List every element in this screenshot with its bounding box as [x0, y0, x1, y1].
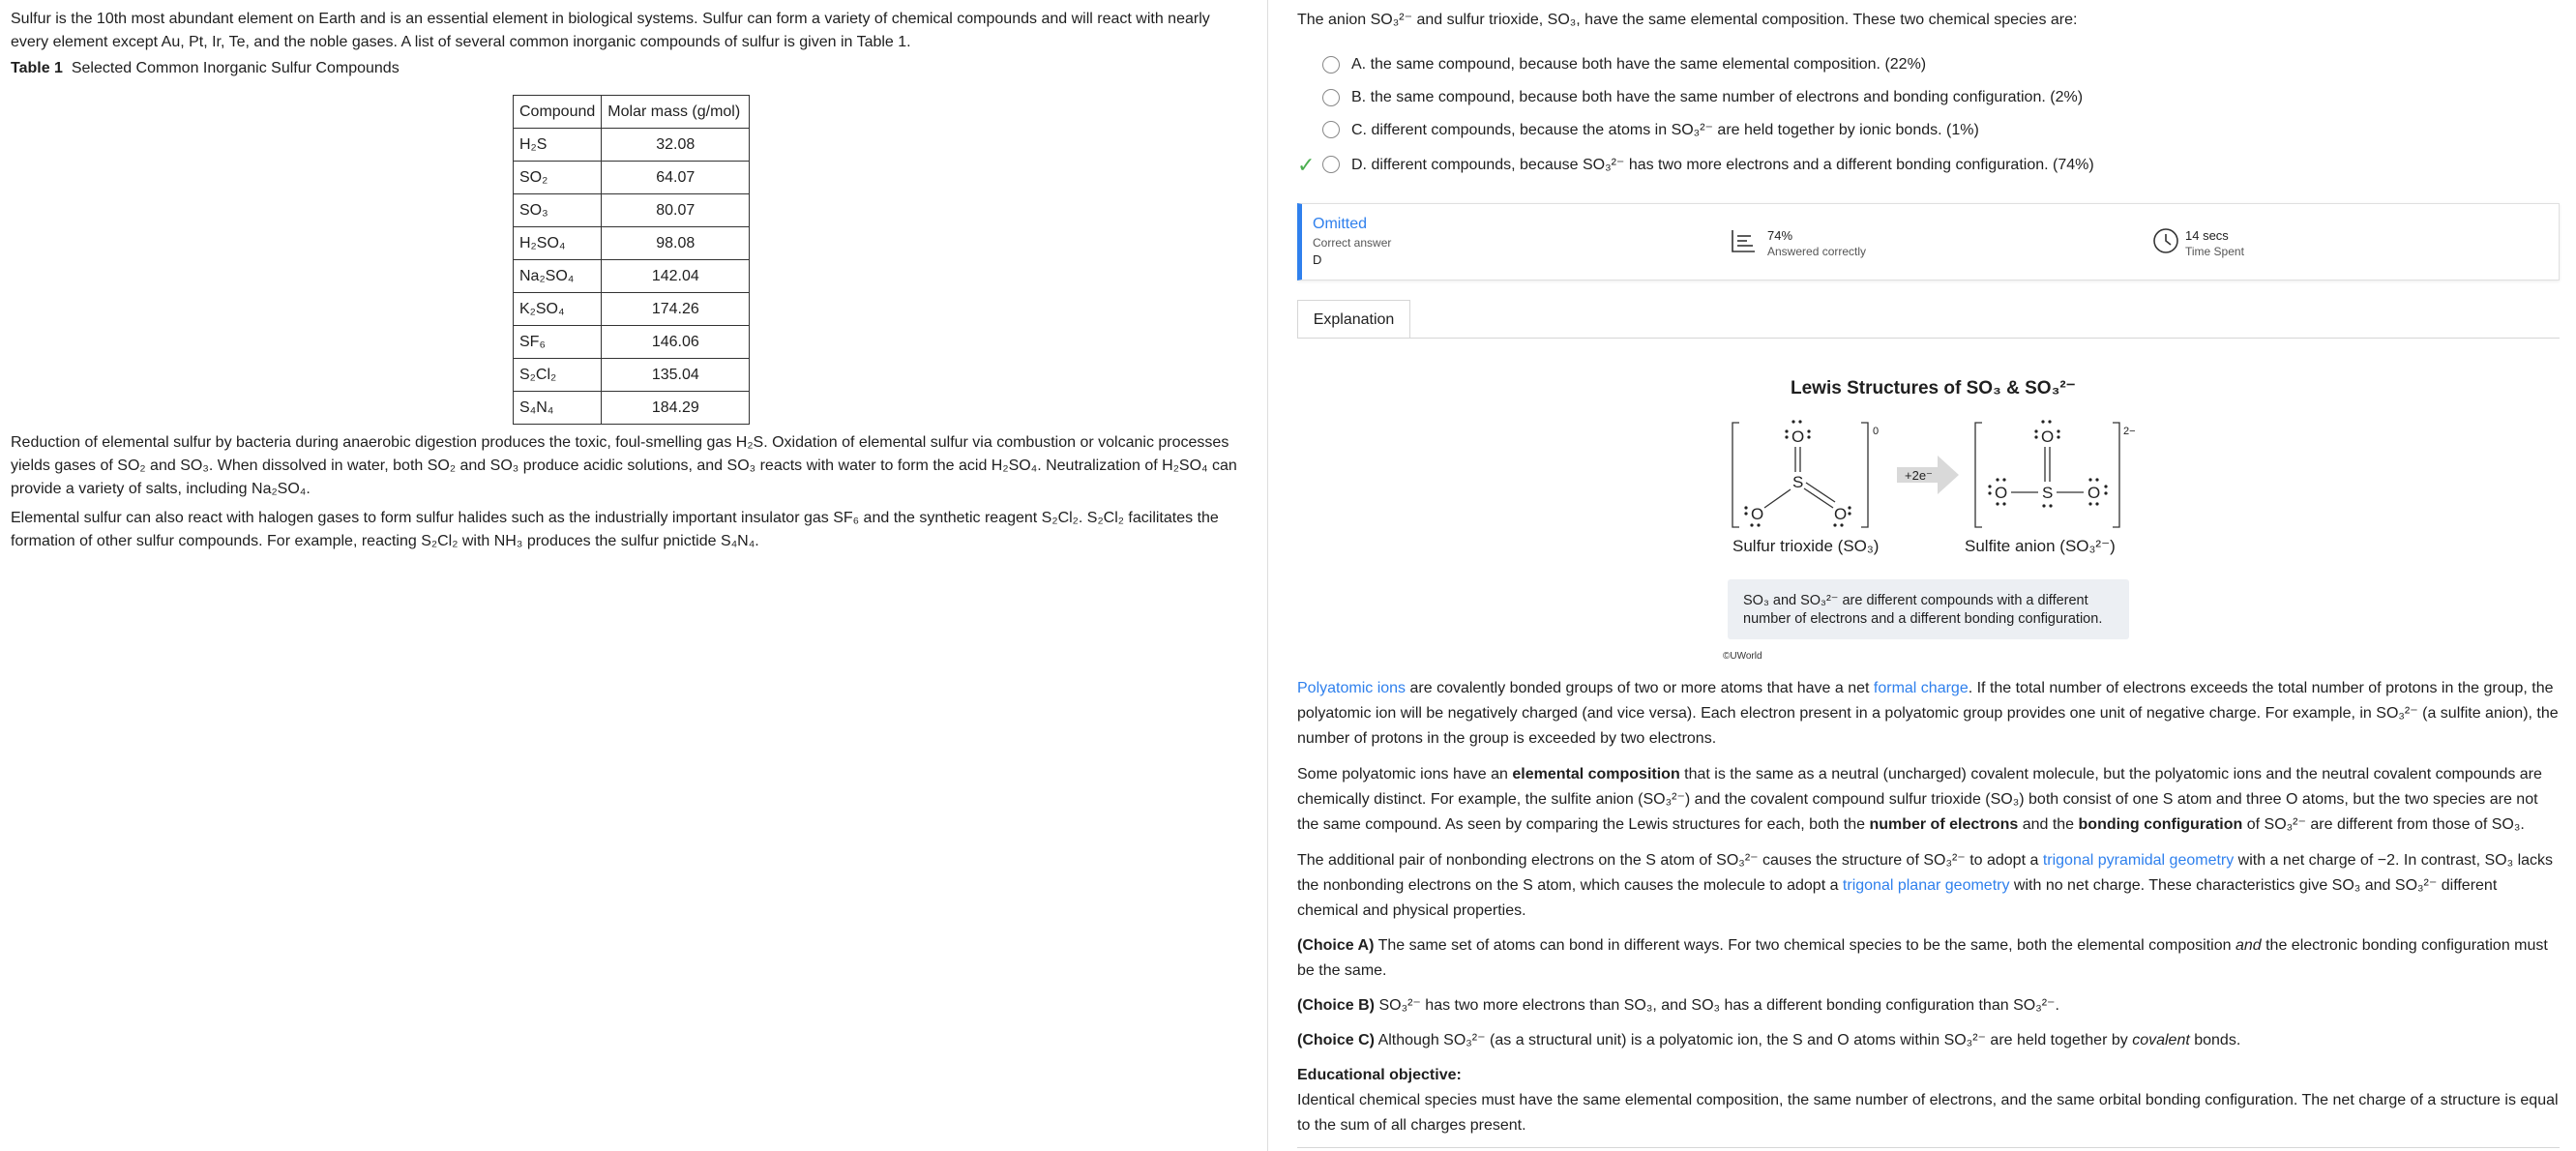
explanation-choice-c [1297, 1028, 2560, 1053]
educational-objective [1297, 1063, 2560, 1138]
objective-label: Educational objective: [1297, 1067, 1462, 1083]
choice-a-label: (Choice A) [1297, 937, 1375, 954]
table-header-mass: Molar mass (g/mol) [602, 96, 750, 129]
compounds-table [513, 95, 750, 425]
mass-cell: 64.07 [602, 162, 750, 194]
p2-bold-1: elemental composition [1512, 766, 1680, 782]
so3-2-top-o: O [2041, 428, 2055, 446]
time-spent-label: Time Spent [2185, 245, 2244, 258]
link-trigonal-pyramidal[interactable]: trigonal pyramidal geometry [2042, 852, 2235, 869]
table-row [514, 293, 750, 326]
uworld-credit: ©UWorld [1723, 651, 1762, 662]
mass-cell: 174.26 [602, 293, 750, 326]
so3-right-o: O [1834, 505, 1848, 523]
table-row [514, 392, 750, 425]
radio-b[interactable] [1322, 89, 1340, 106]
choice-c-emphasis: covalent [2132, 1032, 2190, 1048]
compound-cell: SO₃ [514, 194, 602, 227]
mass-cell: 184.29 [602, 392, 750, 425]
choice-b-label: (Choice B) [1297, 997, 1375, 1014]
choice-a-emphasis: and [2235, 937, 2262, 954]
p3-text-c: with no net charge. These characteristics give SO₃ and SO₃²⁻ different chemical and physical properties. [1297, 877, 2498, 919]
compound-cell: SF₆ [514, 326, 602, 359]
choice-c-text: C. different compounds, because the atoms in SO₃²⁻ are held together by ionic bonds. (1%) [1351, 122, 1979, 138]
link-polyatomic-ions[interactable]: Polyatomic ions [1297, 680, 1406, 696]
figure-title: Lewis Structures of SO₃ & SO₃²⁻ [1791, 378, 2076, 398]
table-caption [11, 60, 400, 77]
so3-2-left-o: O [1995, 484, 2008, 502]
choice-c-expl-a: Although SO₃²⁻ (as a structural unit) is a polyatomic ion, the S and O atoms within SO₃²⁻ are held together by [1375, 1032, 2133, 1048]
explanation-paragraph-3 [1297, 848, 2560, 924]
bottom-divider [1297, 1147, 2560, 1148]
table-row [514, 162, 750, 194]
table-header-row [514, 96, 750, 129]
table-row [514, 326, 750, 359]
compound-cell: H₂S [514, 129, 602, 162]
figure-note: SO₃ and SO₃²⁻ are different compounds with a different number of electrons and a different bonding configuration. [1728, 579, 2129, 639]
p2-text-b: that is the same as a neutral (uncharged) covalent molecule, but the polyatomic ions and the neutral covalent compounds are chemically distinct. For example, the sulfite anion (SO₃²⁻) and the covalent compound sulfur trioxide (SO₃) both consist of one S atom and three O atoms, but the two species are not the same compound. As seen by comparing the Lewis structures for each, both the [1297, 766, 2542, 833]
caption-sulfite-anion: Sulfite anion (SO₃²⁻) [1965, 537, 2116, 555]
choice-b[interactable] [1322, 85, 2083, 110]
question-stem: The anion SO₃²⁻ and sulfur trioxide, SO₃, have the same elemental composition. These two chemical species are: [1297, 12, 2078, 28]
choice-d-text: D. different compounds, because SO₃²⁻ has two more electrons and a different bonding configuration. (74%) [1351, 157, 2094, 173]
so3-2-s: S [2042, 484, 2054, 502]
so3-top-o: O [1791, 428, 1805, 446]
mass-cell: 98.08 [602, 227, 750, 260]
clock-icon [2152, 227, 2179, 259]
correct-answer-label: Correct answer [1313, 236, 1392, 250]
charge-right: 2− [2123, 426, 2136, 437]
p1-text-b: . If the total number of electrons exceeds the total number of protons in the group, the polyatomic ion will be negatively charged (and vice versa). Each electron present in a polyatomic group provides one unit of negative charge. For example, in SO₃²⁻ (a sulfite anion), the number of protons in the group is exceeded by two electrons. [1297, 680, 2559, 747]
table-row [514, 359, 750, 392]
p2-bold-3: bonding configuration [2078, 816, 2243, 833]
correct-check-icon: ✓ [1297, 153, 1316, 177]
objective-text: Identical chemical species must have the same elemental composition, the same number of electrons, and the same orbital bonding configuration. The net charge of a structure is equal to the sum of all charges present. [1297, 1092, 2559, 1134]
compound-cell: Na₂SO₄ [514, 260, 602, 293]
explanation-choice-b [1297, 993, 2560, 1018]
mass-cell: 146.06 [602, 326, 750, 359]
radio-a[interactable] [1322, 56, 1340, 74]
question-panel [1297, 0, 2560, 1151]
table-row [514, 194, 750, 227]
compound-cell: S₂Cl₂ [514, 359, 602, 392]
p3-text-a: The additional pair of nonbonding electrons on the S atom of SO₃²⁻ causes the structure of SO₃²⁻ to adopt a [1297, 852, 2043, 869]
explanation-paragraph-2 [1297, 762, 2560, 838]
status-omitted: Omitted [1313, 216, 1368, 232]
choice-d[interactable] [1322, 152, 2094, 177]
tab-underline [1297, 338, 2560, 339]
so3-2-right-o: O [2087, 484, 2101, 502]
table-row [514, 260, 750, 293]
panel-divider [1267, 0, 1268, 1151]
so3-left-o: O [1751, 505, 1764, 523]
table-header-compound: Compound [514, 96, 602, 129]
choice-a-text: A. the same compound, because both have the same elemental composition. (22%) [1351, 56, 1927, 73]
compound-cell: SO₂ [514, 162, 602, 194]
mass-cell: 32.08 [602, 129, 750, 162]
arrow-label: +2e⁻ [1905, 468, 1933, 483]
choice-b-expl: SO₃²⁻ has two more electrons than SO₃, and SO₃ has a different bonding configuration than SO₃²⁻. [1375, 997, 2059, 1014]
choice-a-expl-b: the electronic bonding configuration must be the same. [1297, 937, 2548, 979]
tab-explanation[interactable]: Explanation [1297, 300, 1410, 339]
p2-text-d: of SO₃²⁻ are different from those of SO₃. [2242, 816, 2525, 833]
radio-c[interactable] [1322, 121, 1340, 138]
so3-s: S [1792, 473, 1804, 491]
p1-text-a: are covalently bonded groups of two or more atoms that have a net [1406, 680, 1874, 696]
compound-cell: H₂SO₄ [514, 227, 602, 260]
answer-stats-bar [1297, 203, 2560, 280]
explanation-paragraph-1 [1297, 676, 2560, 752]
time-spent-value: 14 secs [2185, 228, 2229, 243]
radio-d[interactable] [1322, 156, 1340, 173]
link-trigonal-planar[interactable]: trigonal planar geometry [1842, 877, 2010, 894]
caption-sulfur-trioxide: Sulfur trioxide (SO₃) [1732, 537, 1880, 555]
percent-correct-value: 74% [1767, 228, 1793, 243]
lewis-structures-diagram [1723, 411, 2187, 537]
table-caption-text: Selected Common Inorganic Sulfur Compounds [71, 60, 400, 76]
choice-c-label: (Choice C) [1297, 1032, 1375, 1048]
p3-text-b: with a net charge of −2. In contrast, SO₃ lacks the nonbonding electrons on the S atom, which causes the molecule to adopt a [1297, 852, 2554, 894]
explanation-choice-a [1297, 933, 2560, 984]
passage-paragraph-3: Elemental sulfur can also react with halogen gases to form sulfur halides such as the industrially important insulator gas SF₆ and the synthetic reagent S₂Cl₂. S₂Cl₂ facilitates the formation of other sulfur compounds. For example, reacting S₂Cl₂ with NH₃ produces the sulfur pnictide S₄N₄. [11, 510, 1219, 549]
choice-a[interactable] [1322, 52, 1926, 77]
choice-a-expl-a: The same set of atoms can bond in different ways. For two chemical species to be the same, both the elemental composition [1374, 937, 2235, 954]
p2-text-c: and the [2018, 816, 2079, 833]
percent-correct-label: Answered correctly [1767, 245, 1867, 258]
charge-left: 0 [1873, 426, 1880, 437]
percent-chart-icon [1730, 227, 1757, 259]
compound-cell: K₂SO₄ [514, 293, 602, 326]
choice-c[interactable] [1322, 117, 1979, 142]
table-caption-label: Table 1 [11, 60, 63, 76]
compound-cell: S₄N₄ [514, 392, 602, 425]
correct-answer-value: D [1313, 252, 1322, 267]
mass-cell: 135.04 [602, 359, 750, 392]
mass-cell: 142.04 [602, 260, 750, 293]
choice-c-expl-b: bonds. [2189, 1032, 2241, 1048]
p2-bold-2: number of electrons [1869, 816, 2019, 833]
mass-cell: 80.07 [602, 194, 750, 227]
table-row [514, 227, 750, 260]
p2-text-a: Some polyatomic ions have an [1297, 766, 1513, 782]
choice-b-text: B. the same compound, because both have the same number of electrons and bonding configuration. (2%) [1351, 89, 2084, 105]
table-row [514, 129, 750, 162]
passage-paragraph-2: Reduction of elemental sulfur by bacteria during anaerobic digestion produces the toxic, foul-smelling gas H₂S. Oxidation of elemental sulfur via combustion or volcanic processes yields gases of SO₂ and SO₃. When dissolved in water, both SO₂ and SO₃ produce acidic solutions, and SO₃ reacts with water to form the acid H₂SO₄. Neutralization of H₂SO₄ can provide a variety of salts, including Na₂SO₄. [11, 434, 1237, 497]
passage-intro: Sulfur is the 10th most abundant element on Earth and is an essential element in biological systems. Sulfur can form a variety of chemical compounds and will react with nearly every element except Au, Pt, Ir, Te, and the noble gases. A list of several common inorganic compounds of sulfur is given in Table 1. [11, 11, 1210, 50]
link-formal-charge[interactable]: formal charge [1873, 680, 1969, 696]
